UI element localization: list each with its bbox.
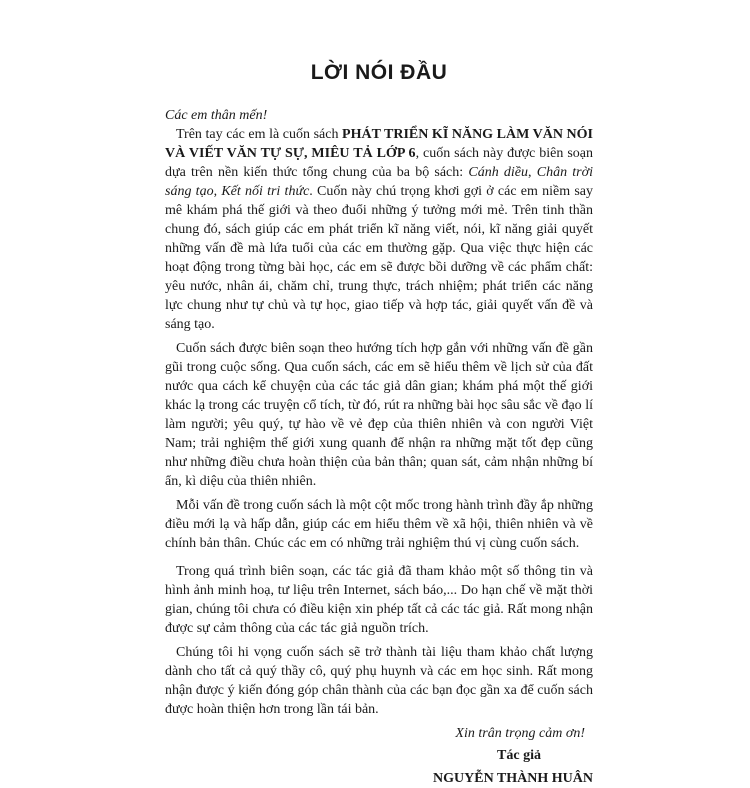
series-canh-dieu: Cánh diều [468, 165, 529, 180]
paragraph-3: Mỗi vấn đề trong cuốn sách là một cột mốc trong hành trình đầy ắp những điều mới lạ và hấp dẫn, giúp các em hiểu thêm về xã hội, thiên nhiên và về chính bản thân. Chúc các em có những trải nghiệm thú vị cùng cuốn sách. [165, 498, 593, 551]
page-title: LỜI NÓI ĐẦU [310, 61, 448, 84]
p1-text-3: , [528, 165, 537, 180]
paragraph-5: Chúng tôi hi vọng cuốn sách sẽ trở thành tài liệu tham khảo chất lượng dành cho tất cả quý thầy cô, quý phụ huynh và các em học sinh. Rất mong nhận được ý kiến đóng góp chân thành của các bạn đọc gần xa để cuốn sách được hoàn thiện hơn trong lần tái bản. [165, 645, 593, 717]
book-title: PHÁT TRIỂN KĨ NĂNG LÀM VĂN NÓI VÀ VIẾT VĂN TỰ SỰ, MIÊU TẢ LỚP 6 [165, 127, 593, 161]
p1-text-5: . Cuốn này chú trọng khơi gợi ở các em niềm say mê khám phá thế giới và theo đuổi những ý tưởng mới mẻ. Trên tinh thần chung đó, sách giúp các em phát triển kĩ năng viết, nói, kĩ năng giải quyết những vấn đề mà lứa tuổi của các em thường gặp. Qua việc thực hiện các hoạt động trong từng bài học, các em sẽ được bồi dưỡng về các phẩm chất: yêu nước, nhân ái, chăm chỉ, trung thực, trách nhiệm; phát triển các năng lực chung như tự chủ và tự học, giao tiếp và hợp tác, giải quyết vấn đề và sáng tạo. [165, 184, 593, 332]
paragraph-1 [165, 125, 593, 334]
author-role: Tác giả [497, 748, 541, 763]
p1-text-2: , cuốn sách này được biên soạn dựa trên nền kiến thức tổng chung của ba bộ sách: [165, 146, 594, 180]
preface-page [165, 60, 593, 788]
p1-text-1: Trên tay các em là cuốn sách [176, 127, 343, 142]
author-name: NGUYỄN THÀNH HUÂN [433, 771, 593, 786]
paragraph-4: Trong quá trình biên soạn, các tác giả đã tham khảo một số thông tin và hình ảnh minh hoạ, tư liệu trên Internet, sách báo,... Do hạn chế về mặt thời gian, chúng tôi chưa có điều kiện xin phép tất cả các tác giả. Rất mong nhận được sự cảm thông của các tác giả nguồn trích. [165, 564, 593, 636]
paragraph-2: Cuốn sách được biên soạn theo hướng tích hợp gắn với những vấn đề gần gũi trong cuộc sống. Qua cuốn sách, các em sẽ hiểu thêm về lịch sử của đất nước qua cách kể chuyện của các tác giả dân gian; khám phá một thế giới khác lạ trong các truyện cổ tích, từ đó, rút ra những bài học sâu sắc về đạo lí làm người; yêu quý, tự hào về vẻ đẹp của thiên nhiên và con người Việt Nam; trải nghiệm thế giới xung quanh để nhận ra những mặt tốt đẹp cũng như những điều chưa hoàn thiện của bản thân; quan sát, cảm nhận những bí ẩn, kì diệu của thiên nhiên. [165, 341, 593, 489]
closing-thanks: Xin trân trọng cảm ơn! [455, 726, 585, 741]
p1-text-4: , [213, 184, 222, 199]
series-chan-troi-sang-tao: Chân trời sáng tạo [165, 165, 593, 199]
greeting: Các em thân mến! [165, 108, 268, 123]
series-ket-noi-tri-thuc: Kết nối tri thức [221, 184, 310, 199]
